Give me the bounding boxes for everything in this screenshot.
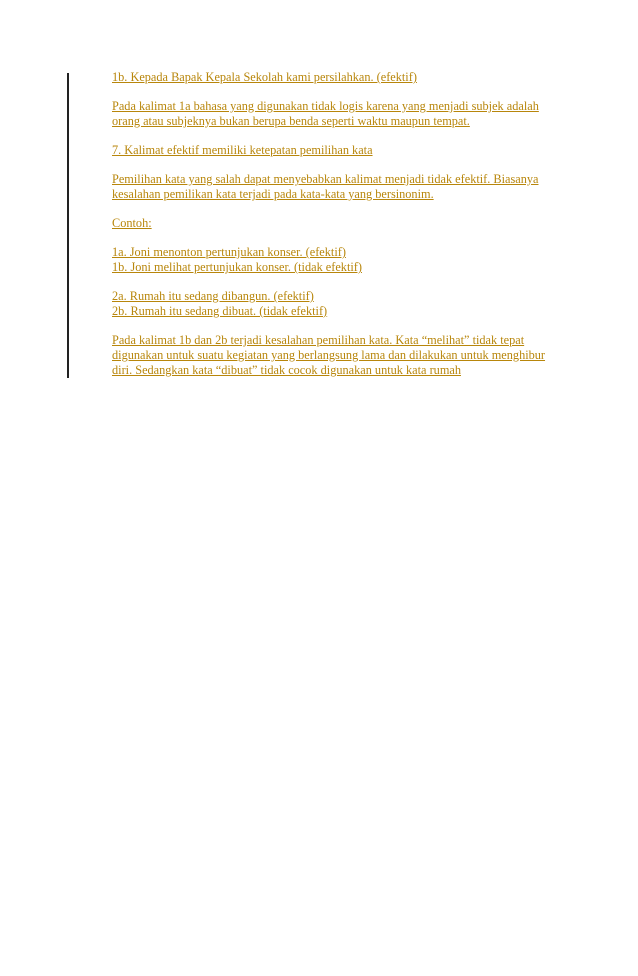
paragraph-2-line-1: Pada kalimat 1a bahasa yang digunakan tidak logis karena yang menjadi subjek adalah — [112, 99, 539, 113]
paragraph-8-line-1: Pada kalimat 1b dan 2b terjadi kesalahan pemilihan kata. Kata “melihat” tidak tepat — [112, 333, 525, 347]
document-body — [112, 70, 572, 378]
example-2b: 2b. Rumah itu sedang dibuat. (tidak efektif) — [112, 304, 328, 318]
paragraph-4-line-2: kesalahan pemilikan kata terjadi pada kata-kata yang bersinonim. — [112, 187, 434, 201]
example-1a: 1a. Joni menonton pertunjukan konser. (efektif) — [112, 245, 346, 259]
example-2a: 2a. Rumah itu sedang dibangun. (efektif) — [112, 289, 314, 303]
paragraph-8-line-3: diri. Sedangkan kata “dibuat” tidak cocok digunakan untuk kata rumah — [112, 363, 461, 377]
section-heading-7: 7. Kalimat efektif memiliki ketepatan pemilihan kata — [112, 143, 373, 157]
paragraph-8-line-2: digunakan untuk suatu kegiatan yang berlangsung lama dan dilakukan untuk menghibur — [112, 348, 546, 362]
paragraph-1-line-1: 1b. Kepada Bapak Kepala Sekolah kami persilahkan. (efektif) — [112, 70, 417, 84]
example-heading: Contoh: — [112, 216, 152, 230]
paragraph-2-line-2: orang atau subjeknya bukan berupa benda seperti waktu maupun tempat. — [112, 114, 470, 128]
example-1b: 1b. Joni melihat pertunjukan konser. (tidak efektif) — [112, 260, 362, 274]
paragraph-4-line-1: Pemilihan kata yang salah dapat menyebabkan kalimat menjadi tidak efektif. Biasanya — [112, 172, 539, 186]
revision-change-bar — [67, 73, 69, 378]
